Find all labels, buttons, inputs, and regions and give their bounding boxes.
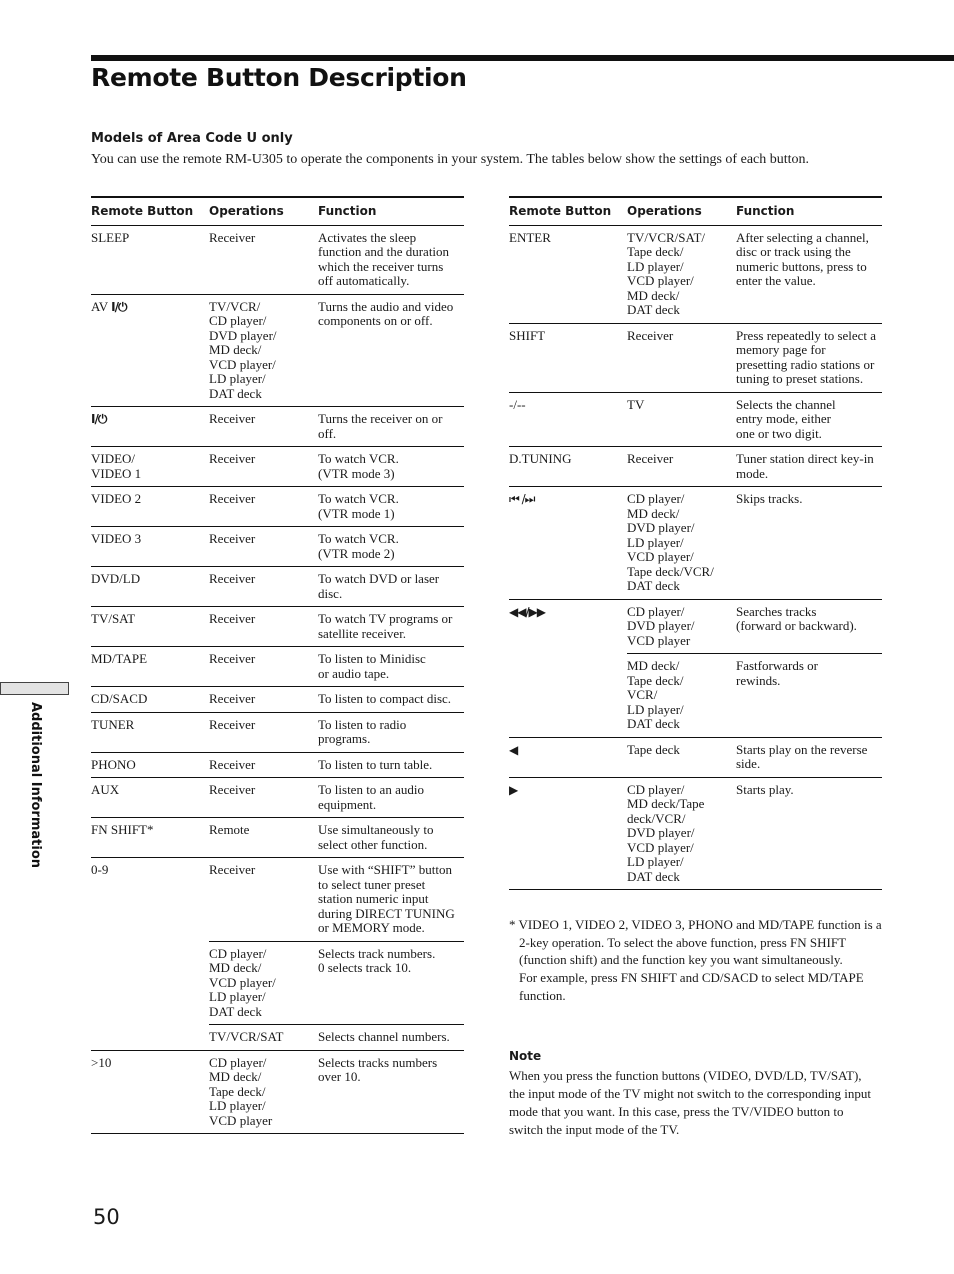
- operations-cell: Receiver: [209, 752, 318, 778]
- play-icon: ▶: [509, 782, 518, 797]
- table-row: [91, 527, 464, 567]
- button-cell: ENTER: [509, 225, 627, 323]
- button-cell: [91, 294, 209, 407]
- operations-cell: Receiver: [627, 323, 736, 392]
- button-cell: -/--: [509, 392, 627, 447]
- function-cell: To watch VCR. (VTR mode 2): [318, 527, 464, 567]
- operations-cell: Receiver: [209, 687, 318, 713]
- operations-cell: CD player/ MD deck/Tape deck/VCR/ DVD player/ VCD player/ LD player/ DAT deck: [627, 777, 736, 890]
- button-cell: SHIFT: [509, 323, 627, 392]
- function-cell: Fastforwards or rewinds.: [736, 654, 882, 738]
- function-cell: Selects channel numbers.: [318, 1025, 464, 1051]
- table-row: [91, 294, 464, 407]
- operations-cell: TV/VCR/SAT/ Tape deck/ LD player/ VCD player/ MD deck/ DAT deck: [627, 225, 736, 323]
- operations-cell: Receiver: [209, 858, 318, 942]
- button-prefix: AV: [91, 298, 112, 314]
- button-cell: TUNER: [91, 712, 209, 752]
- button-cell: [91, 1025, 209, 1051]
- function-cell: To watch VCR. (VTR mode 1): [318, 487, 464, 527]
- table-row: [91, 778, 464, 818]
- intro-text: You can use the remote RM-U305 to operate the components in your system. The tables below show the settings of each button.: [91, 152, 810, 167]
- button-cell: MD/TAPE: [91, 647, 209, 687]
- button-cell: 0-9: [91, 862, 109, 877]
- function-cell: Selects track numbers. 0 selects track 10.: [318, 941, 464, 1025]
- table-row: [91, 1050, 464, 1134]
- table-row: [91, 225, 464, 294]
- function-cell: After selecting a channel, disc or track using the numeric buttons, press to enter the value.: [736, 225, 882, 323]
- reverse-play-icon: ◀: [509, 742, 518, 757]
- table-row: [509, 392, 882, 447]
- button-cell: >10: [91, 1050, 209, 1134]
- search-icon: ◀◀/▶▶: [509, 604, 545, 619]
- footnote-example: For example, press FN SHIFT and CD/SACD to select MD/TAPE function.: [519, 970, 864, 1003]
- function-cell: Selects tracks numbers over 10.: [318, 1050, 464, 1134]
- table-row: [91, 647, 464, 687]
- power-icon: I/⏻: [111, 299, 127, 314]
- operations-cell: CD player/ MD deck/ VCD player/ LD player/ DAT deck: [209, 941, 318, 1025]
- button-cell: TV/SAT: [91, 607, 209, 647]
- table-row: [509, 599, 882, 654]
- table-header: [509, 197, 882, 225]
- operations-cell: TV/VCR/ CD player/ DVD player/ MD deck/ VCD player/ LD player/ DAT deck: [209, 294, 318, 407]
- skip-icon: ⏮ /⏭: [509, 492, 535, 506]
- operations-cell: Receiver: [209, 607, 318, 647]
- operations-cell: Receiver: [209, 567, 318, 607]
- footnote: [509, 916, 884, 1005]
- function-cell: To watch VCR. (VTR mode 3): [318, 447, 464, 487]
- table-row: [91, 687, 464, 713]
- function-cell: Skips tracks.: [736, 487, 882, 600]
- table-row: [91, 1025, 464, 1051]
- function-cell: To watch TV programs or satellite receiver.: [318, 607, 464, 647]
- operations-cell: Receiver: [209, 407, 318, 447]
- function-cell: To listen to Minidisc or audio tape.: [318, 647, 464, 687]
- operations-cell: Receiver: [209, 778, 318, 818]
- table-row: [91, 407, 464, 447]
- table-row: [509, 447, 882, 487]
- function-cell: Tuner station direct key-in mode.: [736, 447, 882, 487]
- button-cell: [509, 777, 627, 890]
- table-row: [91, 858, 464, 942]
- table-row: [91, 447, 464, 487]
- operations-cell: TV: [627, 392, 736, 447]
- operations-cell: Remote: [209, 818, 318, 858]
- power-icon: I/⏻: [91, 412, 107, 426]
- table-row: [509, 777, 882, 890]
- button-cell: [91, 941, 209, 1025]
- button-cell: [509, 599, 627, 654]
- function-cell: Use with “SHIFT” button to select tuner preset station numeric input during DIRECT TUNING or MEMORY mode.: [318, 858, 464, 942]
- button-cell: [91, 407, 209, 447]
- side-label: Additional Information: [28, 702, 43, 869]
- button-cell: [509, 487, 627, 600]
- page-title: Remote Button Description: [91, 63, 467, 92]
- operations-cell: MD deck/ Tape deck/ VCR/ LD player/ DAT deck: [627, 654, 736, 738]
- function-cell: To listen to compact disc.: [318, 687, 464, 713]
- function-cell: Starts play on the reverse side.: [736, 737, 882, 777]
- function-cell: Turns the audio and video components on or off.: [318, 294, 464, 407]
- left-table: [91, 196, 464, 1134]
- header-function: Function: [318, 197, 464, 225]
- top-rule: [91, 55, 954, 61]
- operations-cell: CD player/ MD deck/ DVD player/ LD player/ VCD player/ Tape deck/VCR/ DAT deck: [627, 487, 736, 600]
- table-row: [91, 487, 464, 527]
- table-row: [91, 712, 464, 752]
- function-cell: To listen to radio programs.: [318, 712, 464, 752]
- header-operations: Operations: [627, 197, 736, 225]
- button-cell: VIDEO/ VIDEO 1: [91, 447, 209, 487]
- function-cell: Use simultaneously to select other function.: [318, 818, 464, 858]
- function-cell: To listen to turn table.: [318, 752, 464, 778]
- function-cell: To listen to an audio equipment.: [318, 778, 464, 818]
- button-cell: PHONO: [91, 752, 209, 778]
- function-cell: Press repeatedly to select a memory page for presetting radio stations or tuning to preset stations.: [736, 323, 882, 392]
- operations-cell: CD player/ MD deck/ Tape deck/ LD player/ VCD player: [209, 1050, 318, 1134]
- operations-cell: CD player/ DVD player/ VCD player: [627, 599, 736, 654]
- side-tab: [0, 682, 69, 695]
- footnote-paragraph: * VIDEO 1, VIDEO 2, VIDEO 3, PHONO and MD/TAPE function is a 2-key operation. To select the above function, press FN SHIFT (function shift) and the function key you want simultaneously.: [509, 917, 882, 968]
- table-row: [91, 941, 464, 1025]
- header-remote-button: Remote Button: [509, 197, 627, 225]
- table-row: [509, 323, 882, 392]
- button-cell: DVD/LD: [91, 567, 209, 607]
- subheading: Models of Area Code U only: [91, 131, 293, 146]
- table-row: [509, 737, 882, 777]
- operations-cell: Receiver: [209, 447, 318, 487]
- right-table: [509, 196, 882, 890]
- operations-cell: Tape deck: [627, 737, 736, 777]
- header-remote-button: Remote Button: [91, 197, 209, 225]
- operations-cell: Receiver: [209, 647, 318, 687]
- operations-cell: Receiver: [209, 712, 318, 752]
- button-cell: VIDEO 2: [91, 487, 209, 527]
- operations-cell: Receiver: [627, 447, 736, 487]
- page-number: 50: [93, 1205, 120, 1229]
- table-row: [91, 752, 464, 778]
- note-heading: Note: [509, 1049, 542, 1063]
- function-cell: Selects the channel entry mode, either one or two digit.: [736, 392, 882, 447]
- button-cell: SLEEP: [91, 225, 209, 294]
- operations-cell: Receiver: [209, 225, 318, 294]
- function-cell: Activates the sleep function and the duration which the receiver turns off automatically.: [318, 225, 464, 294]
- button-cell: [509, 737, 627, 777]
- button-cell: AUX: [91, 778, 209, 818]
- table-row: [509, 225, 882, 323]
- button-cell: D.TUNING: [509, 447, 627, 487]
- operations-cell: TV/VCR/SAT: [209, 1025, 318, 1051]
- function-cell: Starts play.: [736, 777, 882, 890]
- button-cell: CD/SACD: [91, 687, 209, 713]
- button-cell: [509, 654, 627, 738]
- note-body: When you press the function buttons (VIDEO, DVD/LD, TV/SAT), the input mode of the TV might not switch to the corresponding input mode that you want. In this case, press the TV/VIDEO button to switch the input mode of the TV.: [509, 1068, 872, 1137]
- header-function: Function: [736, 197, 882, 225]
- table-header: [91, 197, 464, 225]
- table-row: [91, 607, 464, 647]
- button-cell: FN SHIFT*: [91, 818, 209, 858]
- table-row: [91, 818, 464, 858]
- button-cell: VIDEO 3: [91, 527, 209, 567]
- table-row: [91, 567, 464, 607]
- function-cell: To watch DVD or laser disc.: [318, 567, 464, 607]
- table-row: [509, 487, 882, 600]
- operations-cell: Receiver: [209, 487, 318, 527]
- function-cell: Turns the receiver on or off.: [318, 407, 464, 447]
- table-row: [509, 654, 882, 738]
- operations-cell: Receiver: [209, 527, 318, 567]
- function-cell: Searches tracks (forward or backward).: [736, 599, 882, 654]
- header-operations: Operations: [209, 197, 318, 225]
